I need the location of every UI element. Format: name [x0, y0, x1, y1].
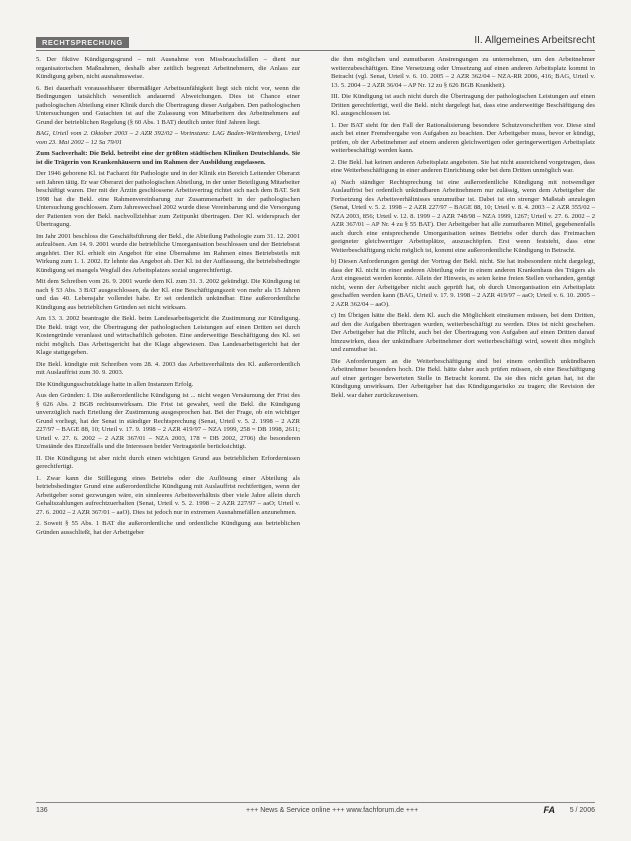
paragraph: 2. Soweit § 55 Abs. 1 BAT die außerordentliche und ordentliche Kündigung aus betrieblichen Gründen ausschließt, hat der Arbeitgeber [36, 520, 300, 536]
paragraph: 6. Bei dauerhaft voraussehbarer übermäßiger Arbeitsunfähigkeit liegt sich nicht vor, wenn die Bedingungen tatsächlich wesentlich andauernd Abweichungen. Dies ist Chance einer pathologischen Abteilung einer Klinik durch die Übertragung dieser Aufgaben. Den pathologischen Untersuchungen und Gutachten ist auf die Zulassung von Mitarbeitern des Arbeitnehmers auf Grund der betrieblichen Regelung (§ 60 Abs. 1 BAT) deutlich unter fünf Jahren liegt. [36, 84, 300, 126]
paragraph: Zum Sachverhalt: Die Bekl. betreibt eine der größten städtischen Kliniken Deutschlands. Sie ist die Trägerin von Krankenhäusern und im Rahmen der Ausbildung zugelassen. [36, 150, 300, 166]
paragraph: c) Im Übrigen hätte die Bekl. dem Kl. auch die Möglichkeit einräumen müssen, bei dem Dritten, auf den die Aufgaben übertragen wurden, weiterbeschäftigt zu werden. Dies ist nicht geschehen. Der Arbeitgeber hat die Pflicht, auch bei der Übertragung von Aufgaben auf einen Dritten darauf hinzuwirken, dass der unkündbare Arbeitnehmer dort weiterbeschäftigt wird, soweit dies möglich und zumutbar ist. [331, 312, 595, 353]
page-number: 136 [36, 807, 48, 814]
paragraph: Mit dem Schreiben vom 26. 9. 2001 wurde dem Kl. zum 31. 3. 2002 gekündigt. Die Kündigung ist nach § 53 Abs. 3 BAT ausgeschlossen, da der Kl. eine Beschäftigungszeit von mehr als 15 Jahren und das 40. Lebensjahr vollendet habe. Er sei ordentlich unkündbar. Eine außerordentliche Kündigung aus betrieblichen Gründen sei nicht wirksam. [36, 278, 300, 311]
journal-logo: FA [543, 805, 555, 815]
paragraph: Die Anforderungen an die Weiterbeschäftigung sind bei einem ordentlich unkündbaren Arbeitnehmer besonders hoch. Die Bekl. hätte daher auch prüfen müssen, ob eine Beschäftigung auf einer geringer bewerteten Stelle in Betracht kommt. Da sie dies nicht getan hat, ist die Kündigung unwirksam. Der Arbeitgeber hat das Kündigungsrisiko zu tragen; die Revision der Bekl. war daher zurückzuweisen. [331, 357, 595, 399]
paragraph: Die Kündigungsschutzklage hatte in allen Instanzen Erfolg. [36, 380, 194, 388]
footer-link-text[interactable]: +++ News & Service online +++ www.fachforum.de +++ [246, 807, 419, 814]
paragraph: b) Diesen Anforderungen genügt der Vortrag der Bekl. nicht. Sie hat insbesondere nicht dargelegt, dass der Kl. nicht in einer anderen Abteilung oder in einem anderen Krankenhaus des Trägers als Arzt eingesetzt werden konnte. Allein der Hinweis, es seien keine freien Stellen vorhanden, genügt nicht, wenn der Arbeitgeber nicht auch geprüft hat, ob durch Umorganisation ein Arbeitsplatz geschaffen werden kann (BAG, Urteil v. 17. 9. 1998 – 2 AZR 419/97 – aaO; Urteil v. 6. 10. 2005 – 2 AZR 362/04 – aaO). [331, 258, 595, 308]
paragraph: 5. Der fiktive Kündigungsgrund – mit Ausnahme von Missbrauchsfällen – dient nur organisatorischen Maßnahmen, deshalb aber zeitlich begrenzt Arbeitnehmern, die Anlass zur Kündigung geben, nicht ausnahmsweise. [36, 56, 300, 80]
section-tag: RECHTSPRECHUNG [36, 37, 129, 48]
footer-rule [36, 802, 595, 803]
page-footer [36, 806, 595, 818]
paragraph: Aus den Gründen: I. Die außerordentliche Kündigung ist ... nicht wegen Versäumung der Frist des § 626 Abs. 2 BGB rechtsunwirksam. Die Frist ist gewahrt, weil die Bekl. die Kündigung unverzüglich nach Erteilung der Zustimmung ausgesprochen hat. Bei der Frage, ob ein wichtiger Grund vorliegt, hat der Senat in ständiger Rechtsprechung (Senat, Urteil v. 5. 2. 1998 – 2 AZR 227/97 – BAGE 88, 10; Urteil v. 17. 9. 1998 – 2 AZR 419/97 – NZA 1999, 258 = DB 1998, 2611; Urteil v. 27. 6. 2002 – 2 AZR 367/01 – NZA 2003, 178 = DB 2002, 2706) die besonderen Umstände des Einzelfalls und die Interessen beider Vertragsteile berücksichtigt. [36, 392, 300, 450]
paragraph: Der 1946 geborene Kl. ist Facharzt für Pathologie und in der Klinik ein Bereich Leitender Oberarzt seit Jahren tätig. Er war Oberarzt der pathologischen Abteilung, in der unter Beteiligung Mitarbeiter beschäftigt waren. Der mit der Ärztin geschlossene Arbeitsvertrag richtet sich nach dem BAT. Seit 1998 hat die Bekl. eine Rahmenvereinbarung zur Zusammenarbeit in der pathologischen Untersuchung geschlossen. Zum Jahreswechsel 2002 wurde diese Vereinbarung und die Versorgung der Patienten von der Bekl. nachvollziehbar zum Zeitpunkt übertragen. Der Kl. widersprach der Übertragung. [36, 170, 300, 228]
left-column [36, 56, 300, 540]
paragraph: II. Die Kündigung ist aber nicht durch einen wichtigen Grund aus betrieblichen Erfordernissen gerechtfertigt. [36, 454, 300, 470]
paragraph: 1. Zwar kann die Stilllegung eines Betriebs oder die Auflösung einer Abteilung als betriebsbedingter Grund eine außerordentliche Kündigung mit Auslauffrist rechtfertigen, wenn der Arbeitgeber sonst gezwungen wäre, ein sinnleeres Arbeitsverhältnis über viele Jahre allein durch Gehaltszahlungen aufrechtzuerhalten (Senat, Urteil v. 5. 2. 1998 – 2 AZR 227/97 – aaO; Urteil v. 27. 6. 2002 – 2 AZR 367/01 – aaO). Dies ist jedoch nur in extremen Ausnahmefällen anzunehmen. [36, 474, 300, 516]
header-rule [36, 50, 595, 51]
paragraph: Am 13. 3. 2002 beantragte die Bekl. beim Landesarbeitsgericht die Zustimmung zur Kündigung. Die Bekl. trägt vor, die Übertragung der pathologischen Leistungen auf einen Dritten sei durch Kostengründe veranlasst und wirtschaftlich geboten. Eine anderweitige Beschäftigung des Kl. sei nicht möglich. Das Arbeitsgericht hat die Klage abgewiesen. Das Landesarbeitsgericht hat der Klage stattgegeben. [36, 315, 300, 356]
paragraph: die ihm möglichen und zumutbaren Anstrengungen zu unternehmen, um den Arbeitnehmer weiterzubeschäftigen. Eine Versetzung oder Umsetzung auf einen anderen Arbeitsplatz kommt in Betracht (vgl. Senat, Urteil v. 6. 10. 2005 – 2 AZR 362/04 – NZA-RR 2006, 416; BAG, Urteil v. 13. 5. 2004 – 2 AZR 36/04 – AP Nr. 12 zu § 626 BGB Krankheit). [331, 56, 595, 89]
paragraph: Im Jahr 2001 beschloss die Geschäftsführung der Bekl., die Abteilung Pathologie zum 31. 12. 2001 aufzulösen. Am 14. 9. 2001 wurde die betriebliche Umorganisation beschlossen und der Betriebsrat angehört. Der Kl. erhielt ein Angebot für eine Übernahme im Rahmen eines Betriebsteils mit Wirkung zum 1. 1. 2002. Er lehnte das Angebot ab. Der Kl. ist der Auffassung, die betriebsbedingte Kündigung sei mangels Wegfall des Arbeitsplatzes sozial ungerechtfertigt. [36, 232, 300, 274]
right-column [331, 56, 595, 403]
section-title: II. Allgemeines Arbeitsrecht [474, 35, 595, 46]
paragraph: Die Bekl. kündigte mit Schreiben vom 28. 4. 2003 das Arbeitsverhältnis des Kl. außerordentlich mit Auslauffrist zum 30. 9. 2003. [36, 360, 300, 376]
paragraph: a) Nach ständiger Rechtsprechung ist eine außerordentliche Kündigung mit notwendiger Auslauffrist bei ordentlich unkündbaren Arbeitnehmern nur zulässig, wenn dem Arbeitgeber die Fortsetzung des Arbeitsverhältnisses unzumutbar ist. Dabei ist ein strenger Maßstab anzulegen (Senat, Urteil v. 5. 2. 1998 – 2 AZR 227/97 – BAGE 88, 10; Urteil v. 8. 4. 2003 – 2 AZR 355/02 – NZA 2003, 856; Urteil v. 12. 8. 1999 – 2 AZR 748/98 – NZA 1999, 1267; Urteil v. 27. 6. 2002 – 2 AZR 367/01 – AP Nr. 4 zu § 55 BAT). Der Arbeitgeber hat alle zumutbaren Mittel, gegebenenfalls auch durch eine entsprechende Umorganisation seines Betriebs oder durch das Freimachen geeigneter gleichwertiger Arbeitsplätze, auszuschöpfen. Erst wenn feststeht, dass eine Weiterbeschäftigung nicht möglich ist, kommt eine außerordentliche Kündigung in Betracht. [331, 178, 595, 254]
paragraph: BAG, Urteil vom 2. Oktober 2003 – 2 AZR 392/02 – Vorinstanz: LAG Baden-Württemberg, Urteil vom 23. Mai 2002 – 12 Sa 79/01 [36, 130, 300, 146]
paragraph: 2. Die Bekl. hat keinen anderen Arbeitsplatz angeboten. Sie hat nicht ausreichend vorgetragen, dass eine Weiterbeschäftigung in einer anderen Einrichtung oder bei dem Dritten unmöglich war. [331, 158, 595, 174]
paragraph: III. Die Kündigung ist auch nicht durch die Übertragung der pathologischen Leistungen auf einen Dritten gerechtfertigt, weil die Bekl. nicht dargelegt hat, dass eine anderweitige Beschäftigung des Kl. ausgeschlossen ist. [331, 93, 595, 117]
paragraph: 1. Der BAT sieht für den Fall der Rationalisierung besondere Schutzvorschriften vor. Diese sind auch bei einer Fremdvergabe von Aufgaben zu beachten. Der Arbeitgeber muss, bevor er kündigt, prüfen, ob der Arbeitnehmer auf einem anderen gleichwertigen oder geringerwertigen Arbeitsplatz weiterbeschäftigt werden kann. [331, 121, 595, 154]
issue-number: 5 / 2006 [569, 807, 595, 814]
